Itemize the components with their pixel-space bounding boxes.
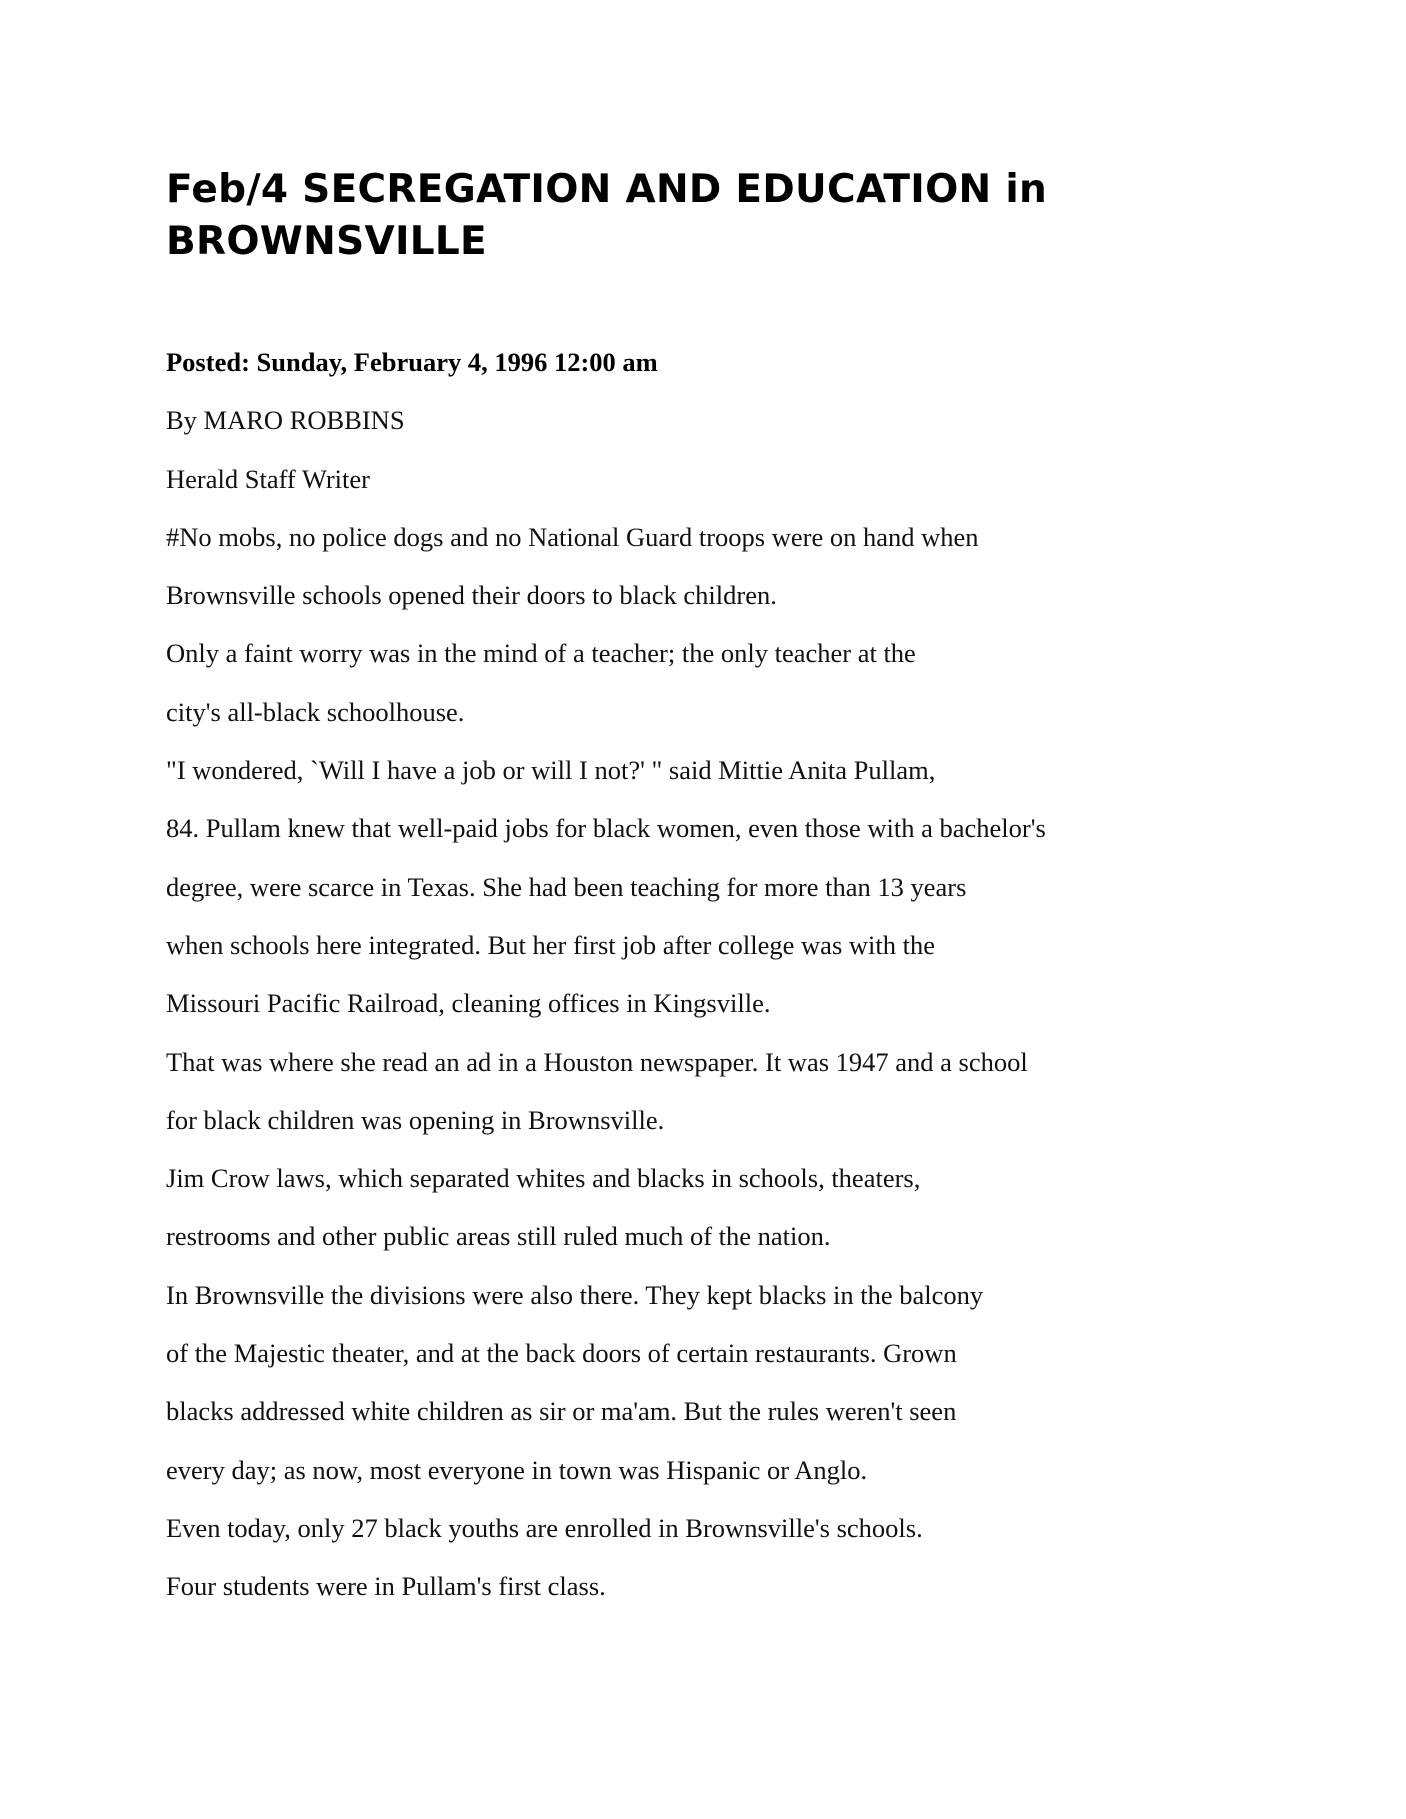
text-line: city's all-black schoolhouse. xyxy=(166,696,465,727)
text-line: restrooms and other public areas still ruled much of the nation. xyxy=(166,1221,831,1252)
text-line: every day; as now, most everyone in town was Hispanic or Anglo. xyxy=(166,1454,868,1485)
text-line: Missouri Pacific Railroad, cleaning offices in Kingsville. xyxy=(166,988,771,1019)
text-line: when schools here integrated. But her first job after college was with the xyxy=(166,929,935,960)
text-line: Even today, only 27 black youths are enrolled in Brownsville's schools. xyxy=(166,1512,923,1543)
posted-date: Posted: Sunday, February 4, 1996 12:00 am xyxy=(166,347,658,377)
author-role: Herald Staff Writer xyxy=(166,463,370,494)
byline: By MARO ROBBINS xyxy=(166,405,405,436)
text-line: of the Majestic theater, and at the back doors of certain restaurants. Grown xyxy=(166,1338,957,1369)
text-line: "I wondered, `Will I have a job or will I not?' " said Mittie Anita Pullam, xyxy=(166,755,936,786)
text-line: Only a faint worry was in the mind of a teacher; the only teacher at the xyxy=(166,638,916,669)
text-line: #No mobs, no police dogs and no National Guard troops were on hand when xyxy=(166,521,979,552)
text-line: 84. Pullam knew that well-paid jobs for black women, even those with a bachelor's xyxy=(166,813,1046,844)
text-line: for black children was opening in Brownsville. xyxy=(166,1104,665,1135)
article-body xyxy=(166,333,1346,1616)
text-line: Jim Crow laws, which separated whites and blacks in schools, theaters, xyxy=(166,1163,921,1194)
text-line: blacks addressed white children as sir or ma'am. But the rules weren't seen xyxy=(166,1396,957,1427)
article-title: Feb/4 SECREGATION AND EDUCATION in BROWNSVILLE xyxy=(166,167,1048,264)
text-line: That was where she read an ad in a Houston newspaper. It was 1947 and a school xyxy=(166,1046,1028,1077)
text-line: In Brownsville the divisions were also there. They kept blacks in the balcony xyxy=(166,1279,984,1310)
text-line: Four students were in Pullam's first class. xyxy=(166,1571,606,1602)
text-line: degree, were scarce in Texas. She had been teaching for more than 13 years xyxy=(166,871,967,902)
text-line: Brownsville schools opened their doors to black children. xyxy=(166,580,777,611)
